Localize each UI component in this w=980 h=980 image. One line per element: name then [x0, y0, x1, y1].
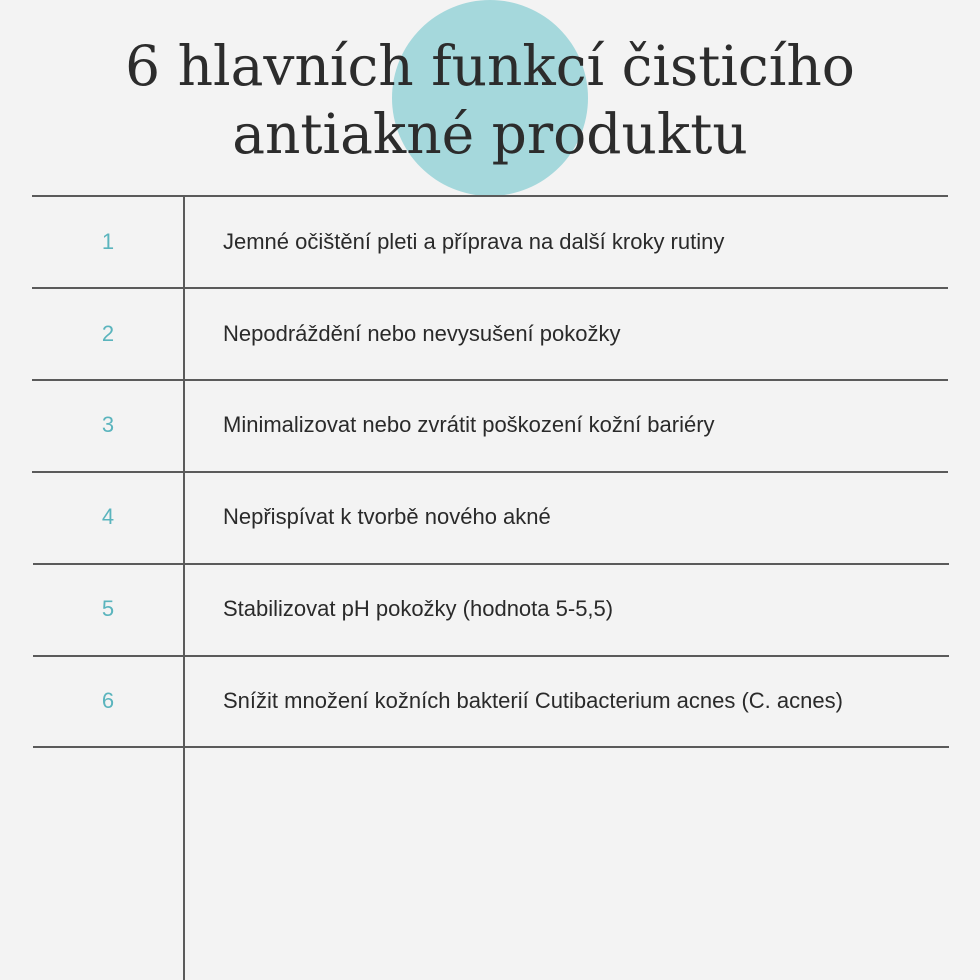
row-number: 6: [101, 688, 115, 713]
table-row: [32, 379, 948, 471]
row-number: 5: [101, 596, 115, 621]
row-text: Snížit množení kožních bakterií Cutibacterium acnes (C. acnes): [223, 688, 843, 713]
row-text: Stabilizovat pH pokožky (hodnota 5-5,5): [223, 596, 614, 621]
row-text: Nepodráždění nebo nevysušení pokožky: [223, 321, 621, 346]
row-number: 2: [101, 321, 115, 346]
table-row: [32, 288, 948, 380]
row-text: Nepřispívat k tvorbě nového akné: [223, 504, 551, 529]
row-number: 4: [101, 504, 115, 529]
row-text: Jemné očištění pleti a příprava na další kroky rutiny: [223, 229, 725, 254]
table-row: [32, 655, 948, 747]
title-line-2: antiakné produktu: [232, 102, 748, 166]
title-line-1: 6 hlavních funkcí čisticího: [125, 34, 855, 98]
table-row: [32, 196, 948, 288]
row-text: Minimalizovat nebo zvrátit poškození kožní bariéry: [223, 412, 715, 437]
row-number: 1: [101, 229, 115, 254]
table-row: [32, 471, 948, 563]
table-row: [32, 563, 948, 655]
row-number: 3: [101, 412, 115, 437]
page-title: [0, 32, 980, 168]
